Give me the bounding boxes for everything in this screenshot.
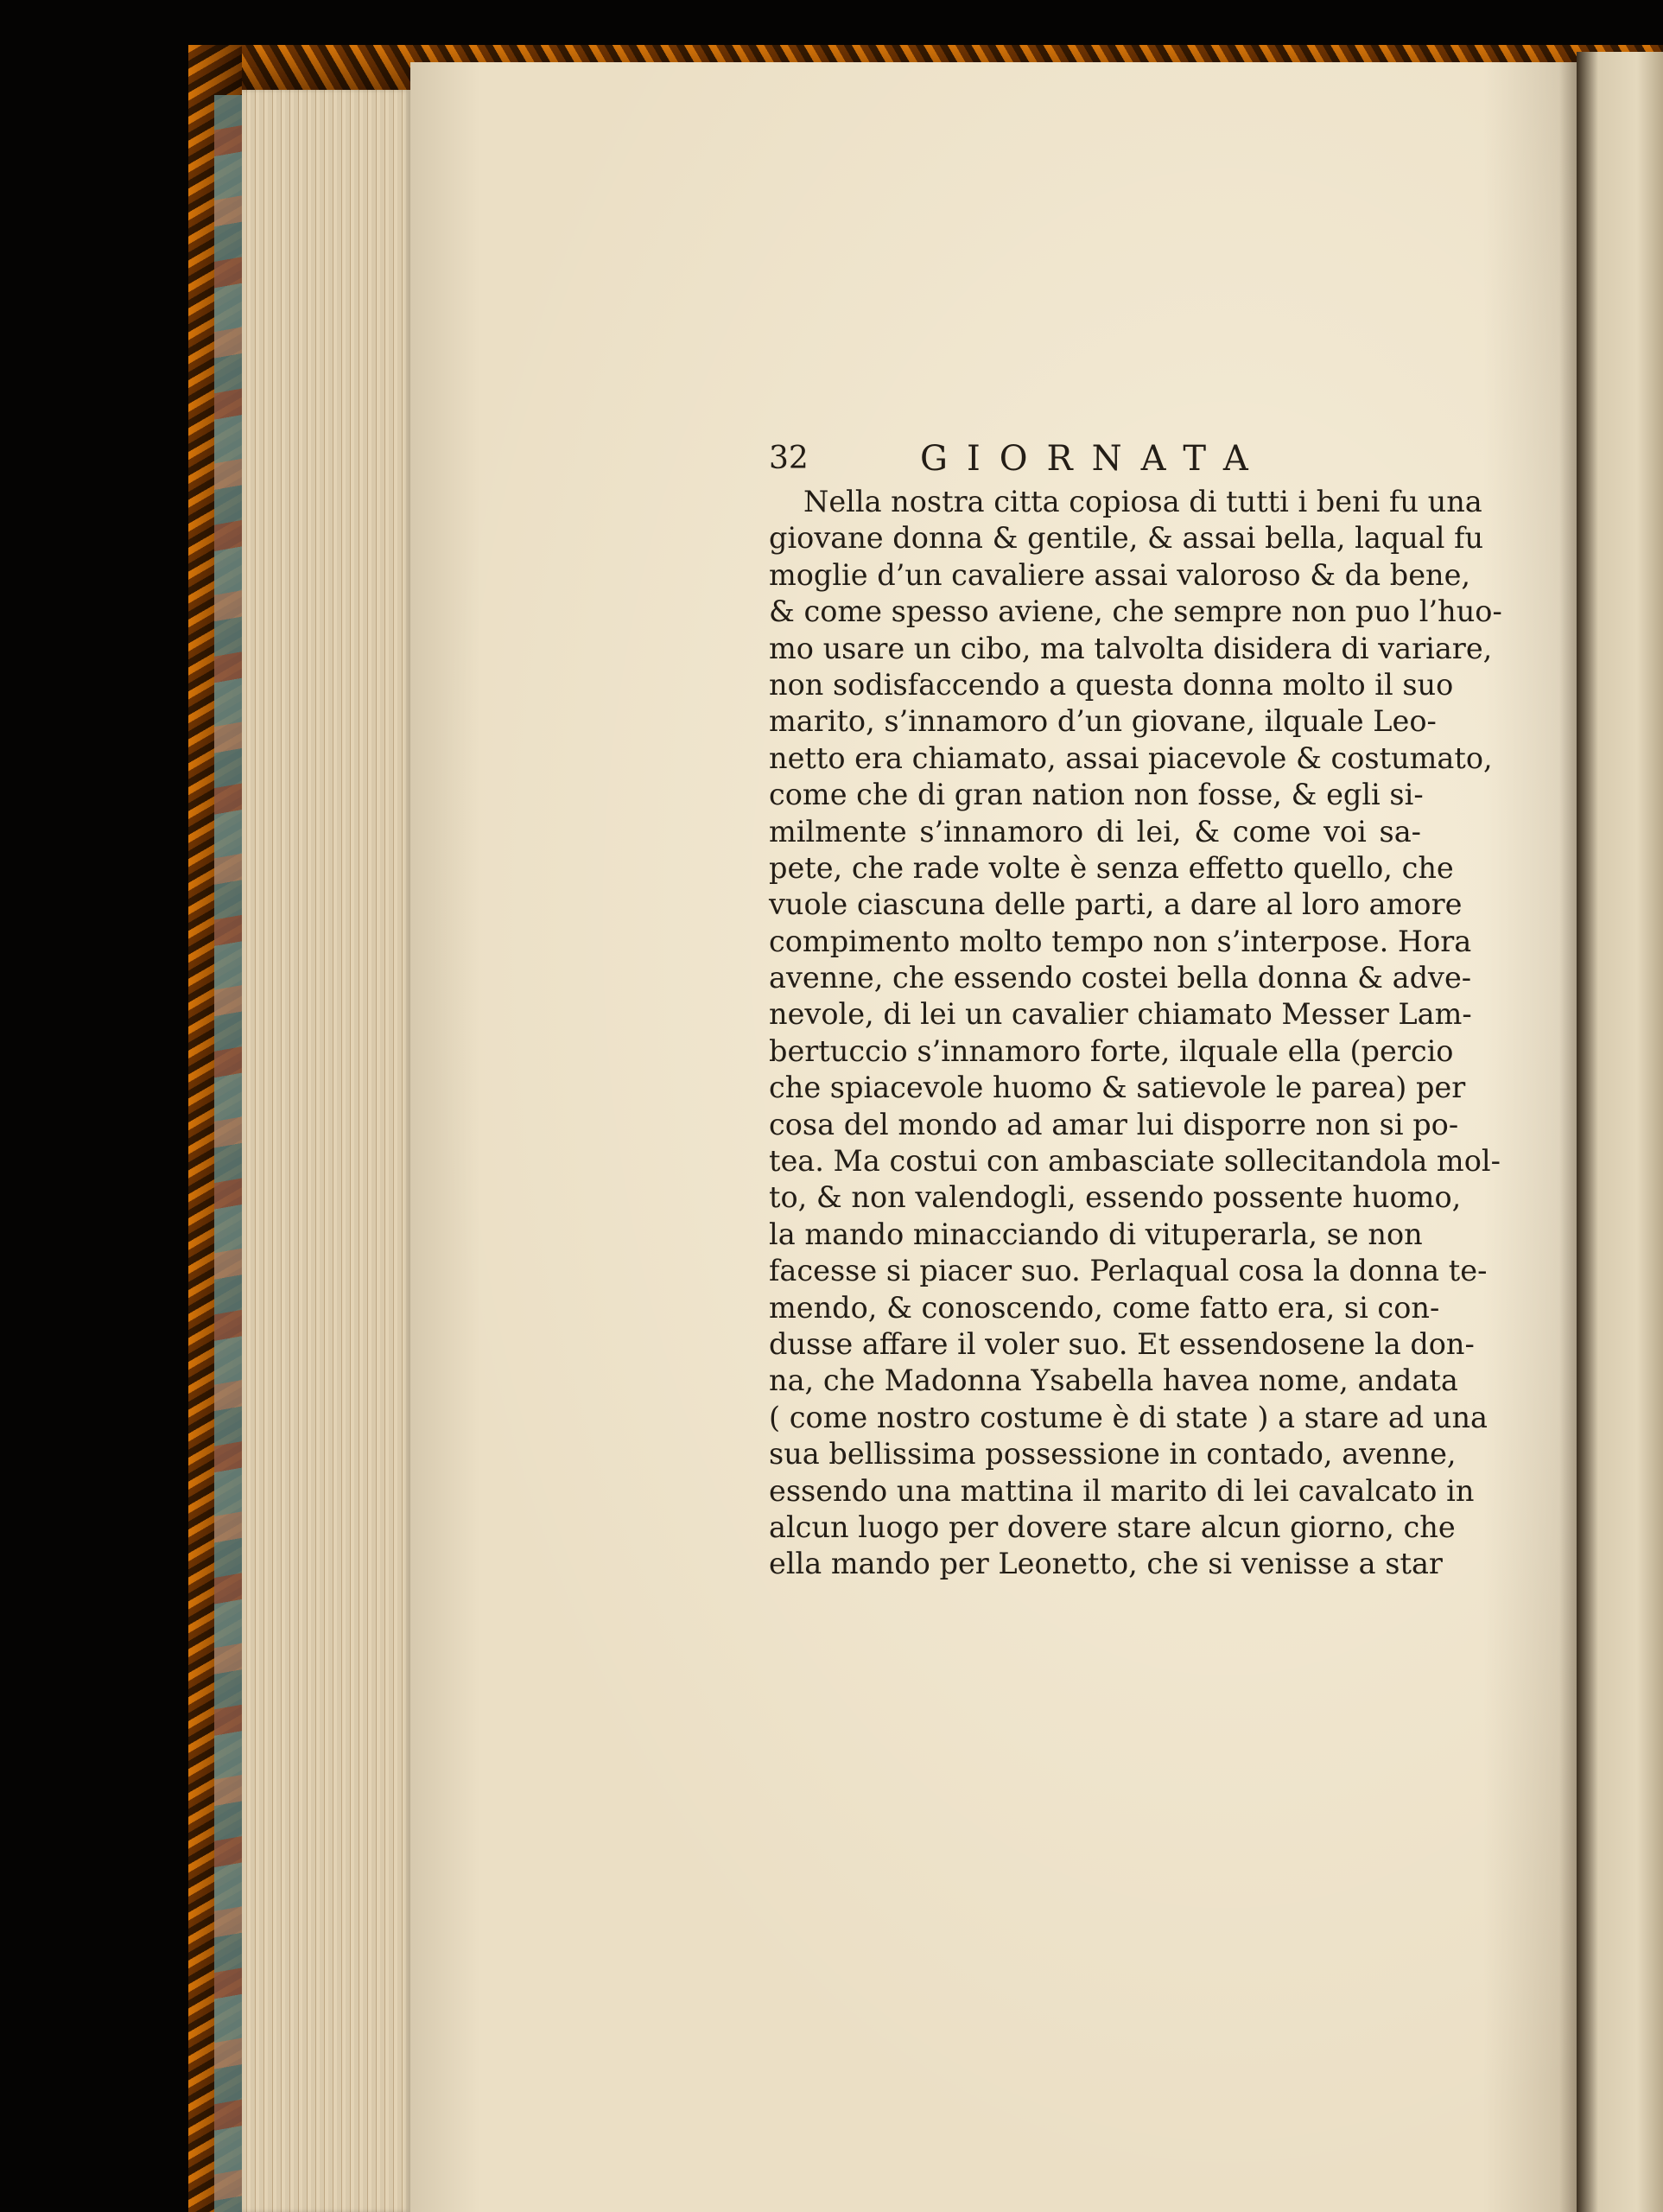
text-line: essendo una mattina il marito di lei cavalcato in <box>769 1473 1475 1508</box>
text-line: giovane donna & gentile, & assai bella, laqual fu <box>769 521 1484 556</box>
text-line: non sodisfaccendo a questa donna molto il suo <box>769 667 1454 702</box>
text-line: & come spesso aviene, che sempre non puo l’huo- <box>769 594 1502 629</box>
facing-page-edge <box>1577 52 1663 2212</box>
running-title: GIORNATA <box>920 439 1267 479</box>
text-line: tea. Ma costui con ambasciate sollecitandola mol- <box>769 1144 1501 1179</box>
text-line: vuole ciascuna delle parti, a dare al loro amore <box>769 887 1463 922</box>
running-head <box>769 432 1421 484</box>
text-block <box>769 432 1502 1583</box>
text-line: dusse affare il voler suo. Et essendosene la don- <box>769 1326 1475 1361</box>
text-line: Nella nostra citta copiosa di tutti i beni fu una <box>803 485 1482 518</box>
text-line: mo usare un cibo, ma talvolta disidera di variare, <box>769 631 1493 665</box>
text-line: facesse si piacer suo. Perlaqual cosa la donna te- <box>769 1254 1488 1288</box>
text-line: ella mando per Leonetto, che si venisse a star <box>769 1547 1443 1581</box>
text-line: ( come nostro costume è di state ) a stare ad una <box>769 1400 1488 1434</box>
text-line: avenne, che essendo costei bella donna & adve- <box>769 961 1472 995</box>
text-line: compimento molto tempo non s’interpose. Hora <box>769 924 1472 958</box>
text-line: to, & non valendogli, essendo possente huomo, <box>769 1180 1462 1215</box>
page-stack-edge <box>242 90 410 2212</box>
text-line: come che di gran nation non fosse, & egli si- <box>769 778 1424 812</box>
text-line: la mando minacciando di vituperarla, se non <box>769 1217 1423 1251</box>
text-line: na, che Madonna Ysabella havea nome, andata <box>769 1363 1458 1398</box>
text-line: pete, che rade volte è senza effetto quello, che <box>769 850 1454 885</box>
text-line: mendo, & conoscendo, come fatto era, si con- <box>769 1290 1440 1325</box>
text-line: alcun luogo per dovere stare alcun giorno, che <box>769 1510 1456 1544</box>
text-line: marito, s’innamoro d’un giovane, ilquale Leo- <box>769 704 1437 739</box>
text-line: milmente s’innamoro di lei, & come voi sa- <box>769 814 1421 849</box>
text-line: nevole, di lei un cavalier chiamato Messer Lam- <box>769 997 1472 1032</box>
text-line: che spiacevole huomo & satievole le parea) per <box>769 1071 1466 1105</box>
text-line: netto era chiamato, assai piacevole & costumato, <box>769 741 1493 775</box>
text-line: moglie d’un cavaliere assai valoroso & da bene, <box>769 557 1471 592</box>
body-text <box>769 484 1502 1583</box>
text-line: sua bellissima possessione in contado, avenne, <box>769 1437 1457 1471</box>
text-line: cosa del mondo ad amar lui disporre non si po- <box>769 1107 1459 1141</box>
text-line: bertuccio s’innamoro forte, ilquale ella (percio <box>769 1033 1454 1068</box>
page-number: 32 <box>769 441 809 476</box>
